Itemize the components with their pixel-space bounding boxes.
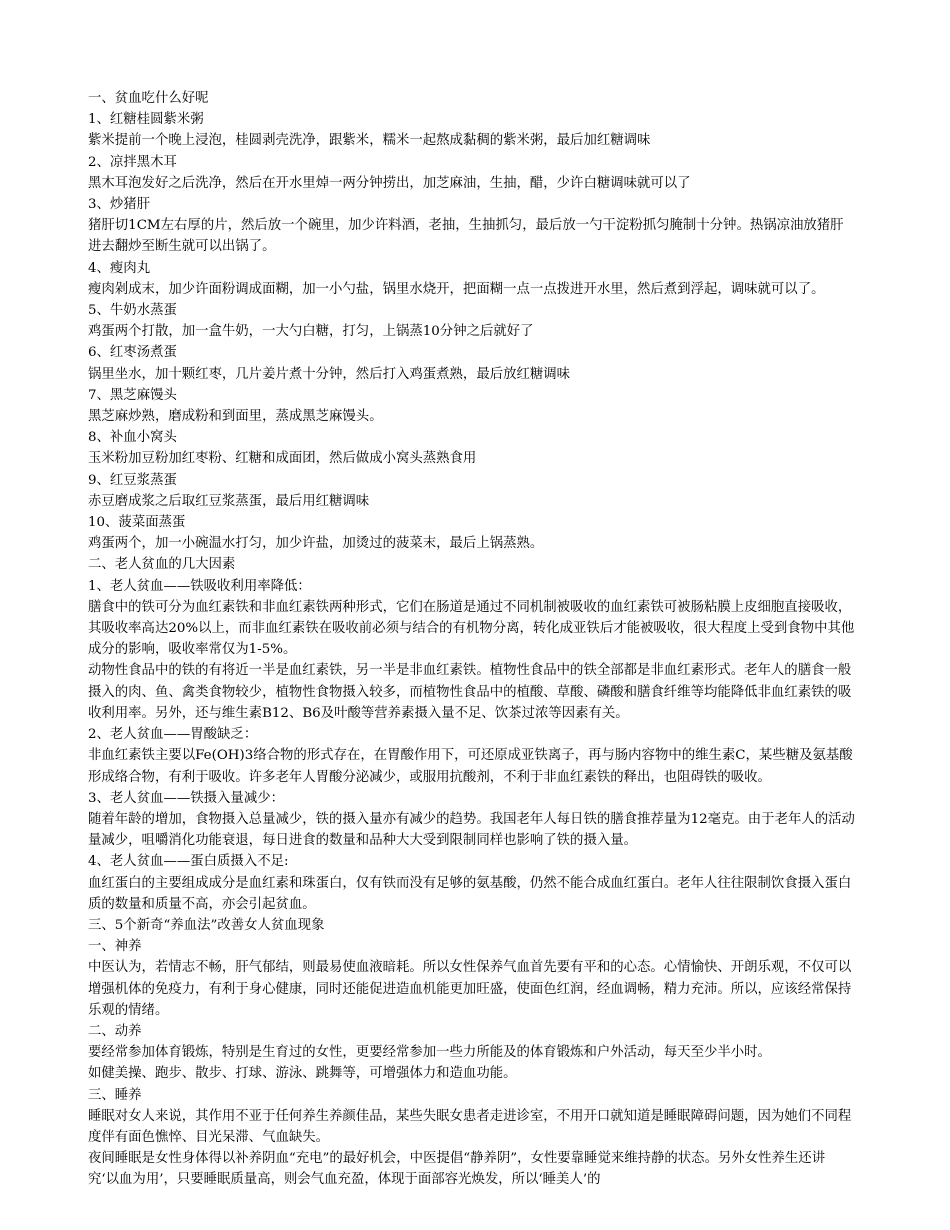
paragraph: 中医认为，若情志不畅，肝气郁结，则最易使血液暗耗。所以女性保养气血首先要有平和的心态。心情愉快、开朗乐观，不仅可以增强机体的免疫力，有利于身心健康，同时还能促进造血机能更加旺盛，使面色红润，经血调畅，精力充沛。所以，应该经常保持乐观的情绪。 <box>88 960 852 1018</box>
paragraph: 夜间睡眠是女性身体得以补养阴血“充电”的最好机会，中医提倡“静养阴”，女性要靠睡觉来维持静的状态。另外女性养生还讲究‘以血为用’，只要睡眠质量高，则会气血充盈，体现于面部容光焕发，所以‘睡美人’的 <box>88 1151 826 1188</box>
paragraph: 非血红素铁主要以Fe(OH)3络合物的形式存在，在胃酸作用下，可还原成亚铁离子，再与肠内容物中的维生素C，某些糖及氨基酸形成络合物，有利于吸收。许多老年人胃酸分泌减少，或服用抗酸剂，不利于非血红素铁的释出，也阻碍铁的吸收。 <box>88 748 853 785</box>
paragraph: 睡眠对女人来说，其作用不亚于任何养生养颜佳品，某些失眠女患者走进诊室，不用开口就知道是睡眠障碍问题，因为她们不同程度伴有面色憔悴、目光呆滞、气血缺失。 <box>88 1108 852 1145</box>
subheading: 二、动养 <box>88 1023 142 1039</box>
paragraph: 如健美操、跑步、散步、打球、游泳、跳舞等，可增强体力和造血功能。 <box>88 1066 517 1082</box>
subheading: 2、老人贫血——胃酸缺乏： <box>88 727 258 743</box>
subheading: 5、牛奶水蒸蛋 <box>88 303 177 319</box>
paragraph: 鸡蛋两个，加一小碗温水打匀，加少许盐，加烫过的菠菜末，最后上锅蒸熟。 <box>88 536 544 552</box>
paragraph: 血红蛋白的主要组成成分是血红素和珠蛋白，仅有铁而没有足够的氨基酸，仍然不能合成血红蛋白。老年人往往限制饮食摄入蛋白质的数量和质量不高，亦会引起贫血。 <box>88 875 852 912</box>
subheading: 10、菠菜面蒸蛋 <box>88 515 186 531</box>
paragraph: 锅里坐水，加十颗红枣，几片姜片煮十分钟，然后打入鸡蛋煮熟，最后放红糖调味 <box>88 366 571 382</box>
heading-section-2: 二、老人贫血的几大因素 <box>88 557 236 573</box>
subheading: 7、黑芝麻馒头 <box>88 387 177 403</box>
heading-section-1: 一、贫血吃什么好呢 <box>88 91 209 106</box>
paragraph: 黑木耳泡发好之后洗净，然后在开水里焯一两分钟捞出，加芝麻油，生抽，醋，少许白糖调味就可以了 <box>88 175 691 191</box>
paragraph: 玉米粉加豆粉加红枣粉、红糖和成面团，然后做成小窝头蒸熟食用 <box>88 451 477 467</box>
paragraph: 瘦肉剁成末，加少许面粉调成面糊，加一小勺盐，锅里水烧开，把面糊一点一点拨进开水里，然后煮到浮起，调味就可以了。 <box>88 281 825 297</box>
subheading: 2、凉拌黑木耳 <box>88 154 177 170</box>
paragraph: 赤豆磨成浆之后取红豆浆蒸蛋，最后用红糖调味 <box>88 493 370 509</box>
subheading: 4、老人贫血——蛋白质摄入不足: <box>88 854 289 870</box>
paragraph: 要经常参加体育锻炼，特别是生育过的女性，更要经常参加一些力所能及的体育锻炼和户外活动，每天至少半小时。 <box>88 1045 771 1061</box>
paragraph: 猪肝切1CM左右厚的片，然后放一个碗里，加少许料酒，老抽，生抽抓匀，最后放一勺干淀粉抓匀腌制十分钟。热锅凉油放猪肝进去翻炒至断生就可以出锅了。 <box>88 218 844 255</box>
subheading: 3、老人贫血——铁摄入量减少： <box>88 790 284 806</box>
subheading: 一、神养 <box>88 939 142 955</box>
document-body <box>88 88 856 1191</box>
subheading: 三、睡养 <box>88 1087 142 1103</box>
paragraph: 随着年龄的增加，食物摄入总量减少，铁的摄入量亦有减少的趋势。我国老年人每日铁的膳食推荐量为12毫克。由于老年人的活动量减少，咀嚼消化功能衰退，每日进食的数量和品种大大受到限制同样也影响了铁的摄入量。 <box>88 811 855 849</box>
subheading: 3、炒猪肝 <box>88 197 151 213</box>
subheading: 8、补血小窝头 <box>88 430 177 446</box>
subheading: 4、瘦肉丸 <box>88 260 151 276</box>
subheading: 1、红糖桂圆紫米粥 <box>88 112 204 128</box>
subheading: 9、红豆浆蒸蛋 <box>88 472 177 488</box>
paragraph: 动物性食品中的铁的有将近一半是血红素铁，另一半是非血红素铁。植物性食品中的铁全部都是非血红素形式。老年人的膳食一般摄入的肉、鱼、禽类食物较少，植物性食物摄入较多，而植物性食品中的植酸、草酸、磷酸和膳食纤维等均能降低非血红素铁的吸收利用率。另外，还与维生素B12、B6及叶酸等营养素摄入量不足、饮茶过浓等因素有关。 <box>88 663 852 721</box>
paragraph: 紫米提前一个晚上浸泡，桂圆剥壳洗净，跟紫米，糯米一起熬成黏稠的紫米粥，最后加红糖调味 <box>88 133 651 149</box>
subheading: 6、红枣汤煮蛋 <box>88 345 177 361</box>
paragraph: 膳食中的铁可分为血红素铁和非血红素铁两种形式，它们在肠道是通过不同机制被吸收的血红素铁可被肠粘膜上皮细胞直接吸收，其吸收率高达20%以上，而非血红素铁在吸收前必须与结合的有机物分离，转化成亚铁后才能被吸收，很大程度上受到食物中其他成分的影响，吸收率常仅为1-5%。 <box>88 599 855 658</box>
paragraph: 黑芝麻炒熟，磨成粉和到面里，蒸成黑芝麻馒头。 <box>88 409 383 425</box>
subheading: 1、老人贫血——铁吸收利用率降低： <box>88 578 311 594</box>
paragraph: 鸡蛋两个打散，加一盒牛奶，一大勺白糖，打匀，上锅蒸10分钟之后就好了 <box>88 324 534 340</box>
heading-section-3: 三、5个新奇“养血法”改善女人贫血现象 <box>88 917 325 933</box>
